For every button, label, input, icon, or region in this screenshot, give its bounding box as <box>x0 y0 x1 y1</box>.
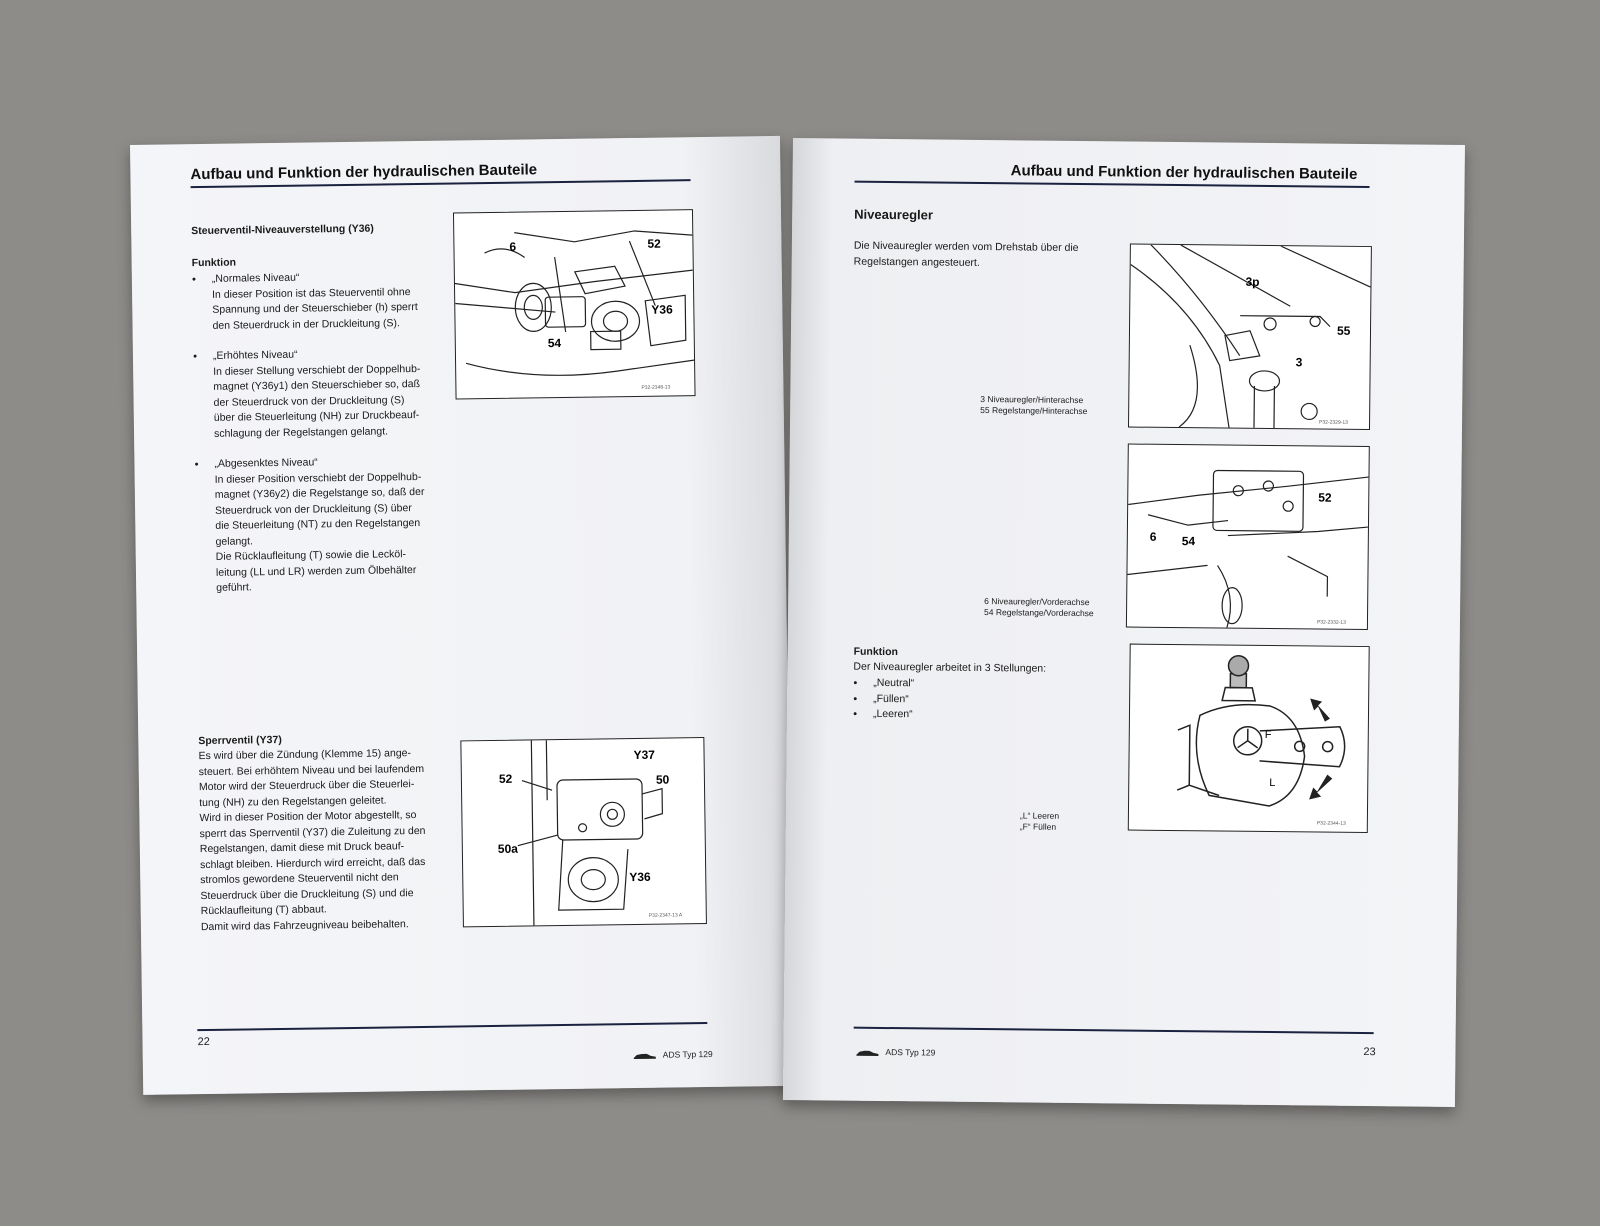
fig2-label-50: 50 <box>655 772 670 787</box>
fig-r1-code: P32-2329-13 <box>1319 419 1349 426</box>
left-page-number: 22 <box>197 1035 210 1049</box>
section2-body: Es wird über die Zündung (Klemme 15) ange- steuert. Bei erhöhtem Niveau und bei laufendem Motor wird der Steuerdruck über die Steuerlei- tung (NH) zu den Regelstangen geleitet. Wird in dieser Position der Motor abgestellt, so sperrt das Sperrventil (Y37) die Zuleitung zu den Regelstangen, damit diese mit Druck beauf- schlagt bleiben. Hierdurch wird erreicht, daß das stromlos gewordene Steuerventil nicht den Steuerdruck über die Druckleitung (S) und die Rücklaufleitung (T) abbaut. Damit wird das Fahrzeugniveau beibehalten. <box>198 747 426 933</box>
fig-r1-label-55: 55 <box>1336 323 1351 338</box>
control-valve-drawing <box>454 210 695 398</box>
fig-r1-label-3: 3 <box>1295 355 1303 370</box>
fig-r3-label-L: L <box>1269 777 1276 790</box>
car-icon <box>633 1050 657 1059</box>
list-item: ● „Abgesenktes Niveau“ In dieser Position verschiebt der Doppelhub- magnet (Y36y2) die Regelstange so, daß der Steuerdruck von der Druckleitung (S) über die Steuerleitung (NT) zu den Regelstangen gelangt. Die Rücklaufleitung (T) sowie die Lecköl- leitung (LL und LR) werden zum Ölbehälter geführt. <box>194 454 446 597</box>
regulator-positions-drawing <box>1129 645 1369 832</box>
fig1-code: P32-2348-13 <box>641 384 671 391</box>
section2-title: Sperrventil (Y37) <box>198 733 282 748</box>
fig1-label-6: 6 <box>509 239 517 254</box>
fig2-label-52: 52 <box>498 771 513 786</box>
function-intro: Der Niveauregler arbeitet in 3 Stellungen: <box>853 660 1047 675</box>
list-item: ● „Normales Niveau“ In dieser Position ist das Steuerventil ohne Spannung und der Steuerschieber (h) sperrt den Steuerdruck in der Druckleitung (S). <box>192 269 443 334</box>
right-footer: ADS Typ 129 <box>855 1047 935 1058</box>
left-header: Aufbau und Funktion der hydraulischen Bauteile <box>190 161 538 184</box>
fig2-code: P32-2347-13 A <box>648 912 683 919</box>
fig-r3-code: P32-2344-13 <box>1316 820 1346 827</box>
fig-r2-label-54: 54 <box>1181 534 1196 549</box>
figure-regulator-positions <box>1128 644 1370 834</box>
right-title: Niveauregler <box>854 206 934 223</box>
section1-subtitle: Funktion <box>191 256 237 270</box>
figure-lock-valve <box>460 737 707 927</box>
legend-rear: 3 Niveauregler/Hinterachse 55 Regelstange/Hinterachse <box>980 393 1088 417</box>
section1-title: Steuerventil-Niveauverstellung (Y36) <box>191 222 374 238</box>
front-regulator-drawing <box>1127 445 1369 630</box>
fig-r3-label-F: F <box>1264 728 1272 742</box>
figure-front-level-regulator <box>1126 444 1370 631</box>
right-page <box>783 138 1465 1107</box>
figure-rear-level-regulator <box>1128 244 1372 431</box>
list-item: ● „Füllen“ <box>853 691 914 707</box>
fig-r2-label-52: 52 <box>1318 490 1332 505</box>
legend-positions: „L“ Leeren „F“ Füllen <box>1019 810 1060 832</box>
legend-front: 6 Niveauregler/Vorderachse 54 Regelstange/Vorderachse <box>983 596 1094 619</box>
section1-list <box>192 269 447 597</box>
fig-r2-label-6: 6 <box>1149 529 1157 544</box>
list-item: ● „Leeren“ <box>853 707 914 723</box>
fig1-label-52: 52 <box>647 236 661 251</box>
rear-regulator-drawing <box>1129 245 1371 430</box>
fig-r2-code: P32-2332-13 <box>1316 619 1346 626</box>
right-intro: Die Niveauregler werden vom Drehstab über die Regelstangen angesteuert. <box>853 239 1079 269</box>
function-title: Funktion <box>853 645 899 659</box>
lock-valve-drawing <box>461 738 706 926</box>
fig-r1-label-3p: 3p <box>1245 274 1260 289</box>
fig2-label-y36: Y36 <box>629 869 651 885</box>
list-item: ● „Erhöhtes Niveau“ In dieser Stellung verschiebt der Doppelhub- magnet (Y36y1) den Steuerschieber so, daß der Steuerdruck von der Druckleitung (S) über die Steuerleitung (NH) zur Druckbeauf- schlagung der Regelstangen gelangt. <box>193 346 444 442</box>
fig2-label-y37: Y37 <box>633 747 656 763</box>
list-item: ● „Neutral“ <box>853 676 914 692</box>
left-footer-rule <box>197 1022 707 1031</box>
fig2-label-50a: 50a <box>497 841 518 856</box>
right-header: Aufbau und Funktion der hydraulischen Bauteile <box>1010 162 1358 183</box>
right-page-number: 23 <box>1363 1046 1376 1059</box>
left-footer: ADS Typ 129 <box>633 1049 713 1060</box>
fig1-label-54: 54 <box>547 335 562 351</box>
fig1-label-y36: Y36 <box>651 302 673 317</box>
arrow-up-icon <box>1310 698 1330 721</box>
car-icon <box>855 1047 879 1056</box>
figure-control-valve <box>453 209 696 399</box>
function-list <box>853 676 914 723</box>
right-footer-rule <box>854 1027 1374 1034</box>
arrow-down-icon <box>1309 774 1332 799</box>
left-page <box>130 136 793 1095</box>
